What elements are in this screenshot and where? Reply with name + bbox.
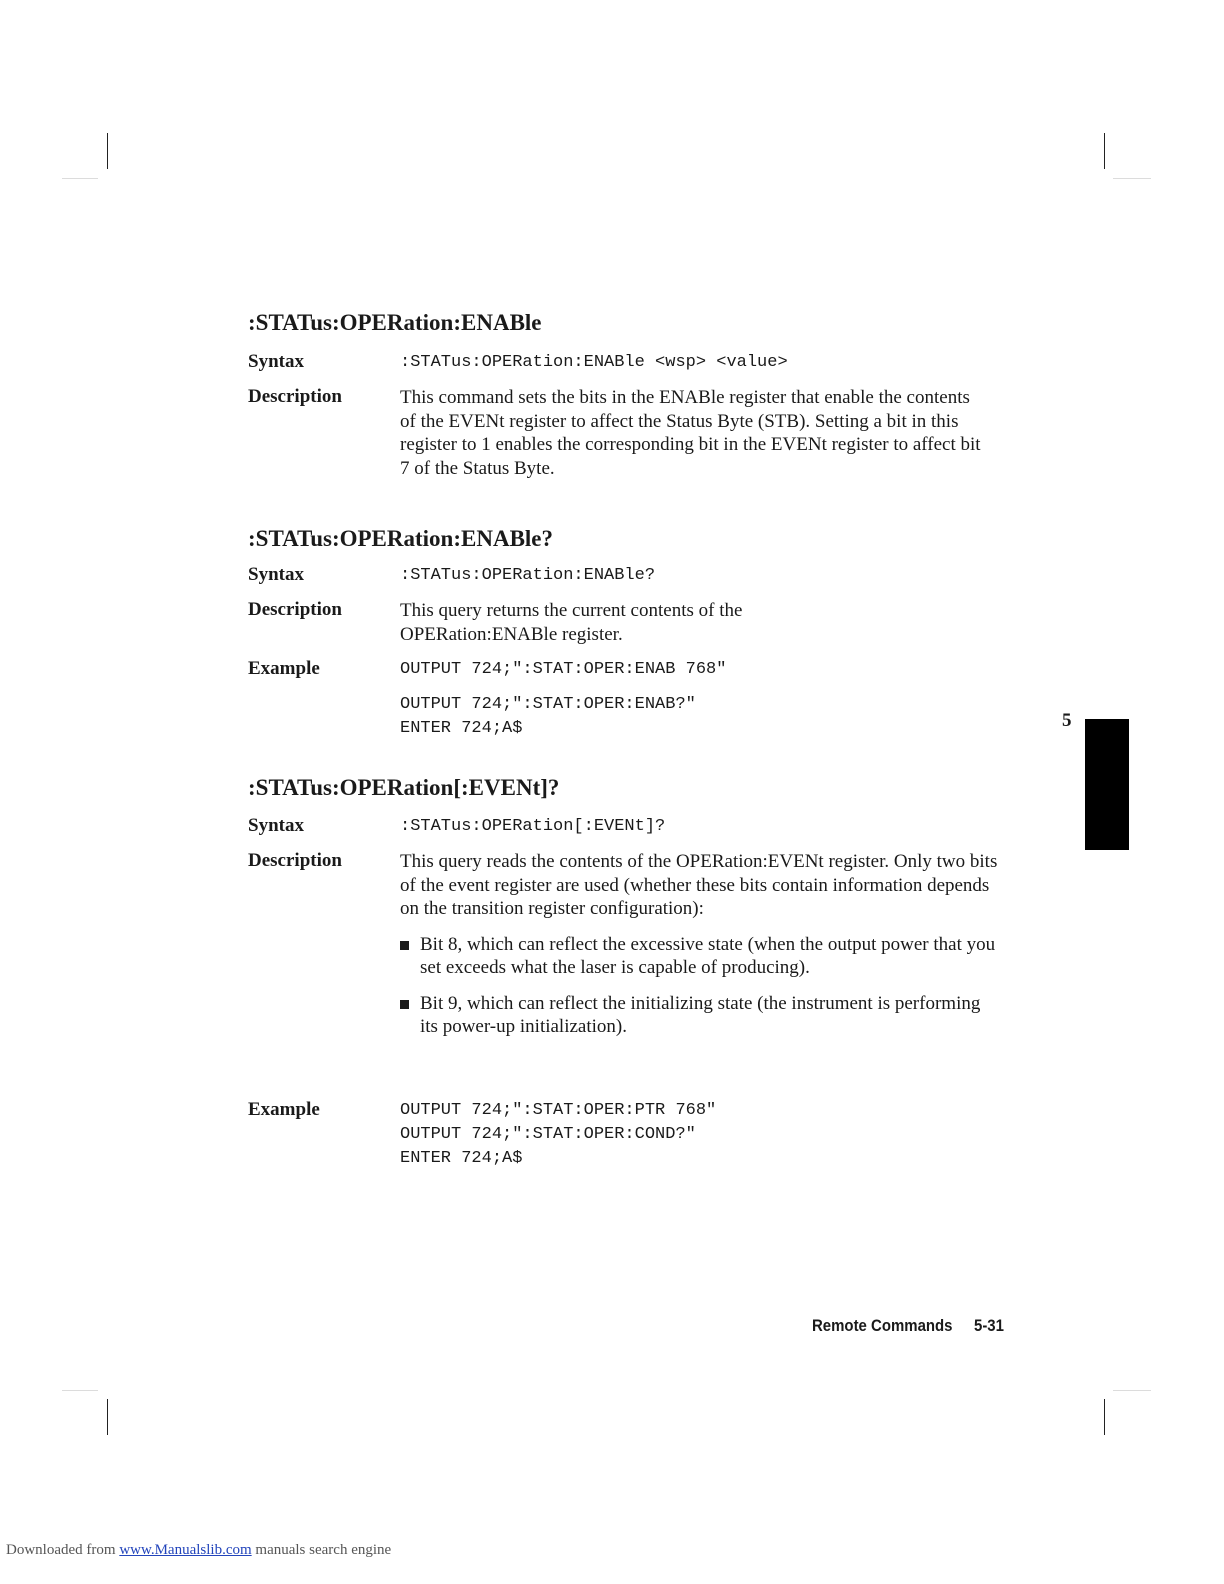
download-note-suffix: manuals search engine <box>255 1542 392 1558</box>
chapter-tab-number: 5 <box>1062 710 1072 731</box>
chapter-tab-marker <box>1085 719 1129 850</box>
description-label: Description <box>248 850 342 871</box>
download-note <box>6 1542 391 1559</box>
syntax-value: :STATus:OPERation[:EVENt]? <box>400 817 666 836</box>
syntax-value: :STATus:OPERation:ENABle? <box>400 566 656 585</box>
bullet-square-icon <box>400 941 409 950</box>
section-title: :STATus:OPERation[:EVENt]? <box>248 775 560 800</box>
manualslib-link[interactable]: www.Manualslib.com <box>119 1542 252 1558</box>
syntax-label: Syntax <box>248 815 304 836</box>
page-footer <box>812 1316 1008 1336</box>
crop-mark-bottom-right <box>1104 1399 1105 1435</box>
crop-rule-top-right <box>1113 178 1151 179</box>
crop-mark-top-right <box>1104 133 1105 169</box>
bullet-text: Bit 9, which can reflect the initializing state (the instrument is performing its power-up initialization). <box>420 992 981 1037</box>
example-code: OUTPUT 724;":STAT:OPER:ENAB?" ENTER 724;A$ <box>400 695 696 738</box>
bullet-text: Bit 8, which can reflect the excessive state (when the output power that you set exceeds what the laser is capable of producing). <box>420 933 996 978</box>
description-text: This query returns the current contents of the OPERation:ENABle register. <box>400 600 743 645</box>
crop-rule-bottom-right <box>1113 1390 1151 1391</box>
example-code: OUTPUT 724;":STAT:OPER:ENAB 768" <box>400 660 727 679</box>
syntax-label: Syntax <box>248 564 304 585</box>
crop-rule-top-left <box>62 178 98 179</box>
bullet-square-icon <box>400 1000 409 1009</box>
crop-rule-bottom-left <box>62 1390 98 1391</box>
syntax-label: Syntax <box>248 351 304 372</box>
section-title: :STATus:OPERation:ENABle <box>248 310 542 335</box>
section-title: :STATus:OPERation:ENABle? <box>248 526 554 551</box>
download-note-prefix: Downloaded from <box>6 1542 116 1558</box>
footer-section-title: Remote Commands <box>812 1316 953 1335</box>
description-label: Description <box>248 599 342 620</box>
list-item <box>400 933 1000 980</box>
description-text: This query reads the contents of the OPERation:EVENt register. Only two bits of the event register are used (whether these bits contain information depends on the transition register configuration): <box>400 851 998 919</box>
crop-mark-bottom-left <box>107 1399 108 1435</box>
description-label: Description <box>248 386 342 407</box>
list-item <box>400 992 1000 1039</box>
crop-mark-top-left <box>107 133 108 169</box>
syntax-value: :STATus:OPERation:ENABle <wsp> <value> <box>400 353 788 372</box>
example-code: OUTPUT 724;":STAT:OPER:PTR 768" OUTPUT 724;":STAT:OPER:COND?" ENTER 724;A$ <box>400 1101 717 1168</box>
page-number: 5-31 <box>974 1316 1004 1335</box>
example-label: Example <box>248 658 320 679</box>
example-label: Example <box>248 1099 320 1120</box>
description-text: This command sets the bits in the ENABle register that enable the contents of the EVENt register to affect the Status Byte (STB). Setting a bit in this register to 1 enables the corresponding bit in the EVENt register to affect bit 7 of the Status Byte. <box>400 387 981 479</box>
